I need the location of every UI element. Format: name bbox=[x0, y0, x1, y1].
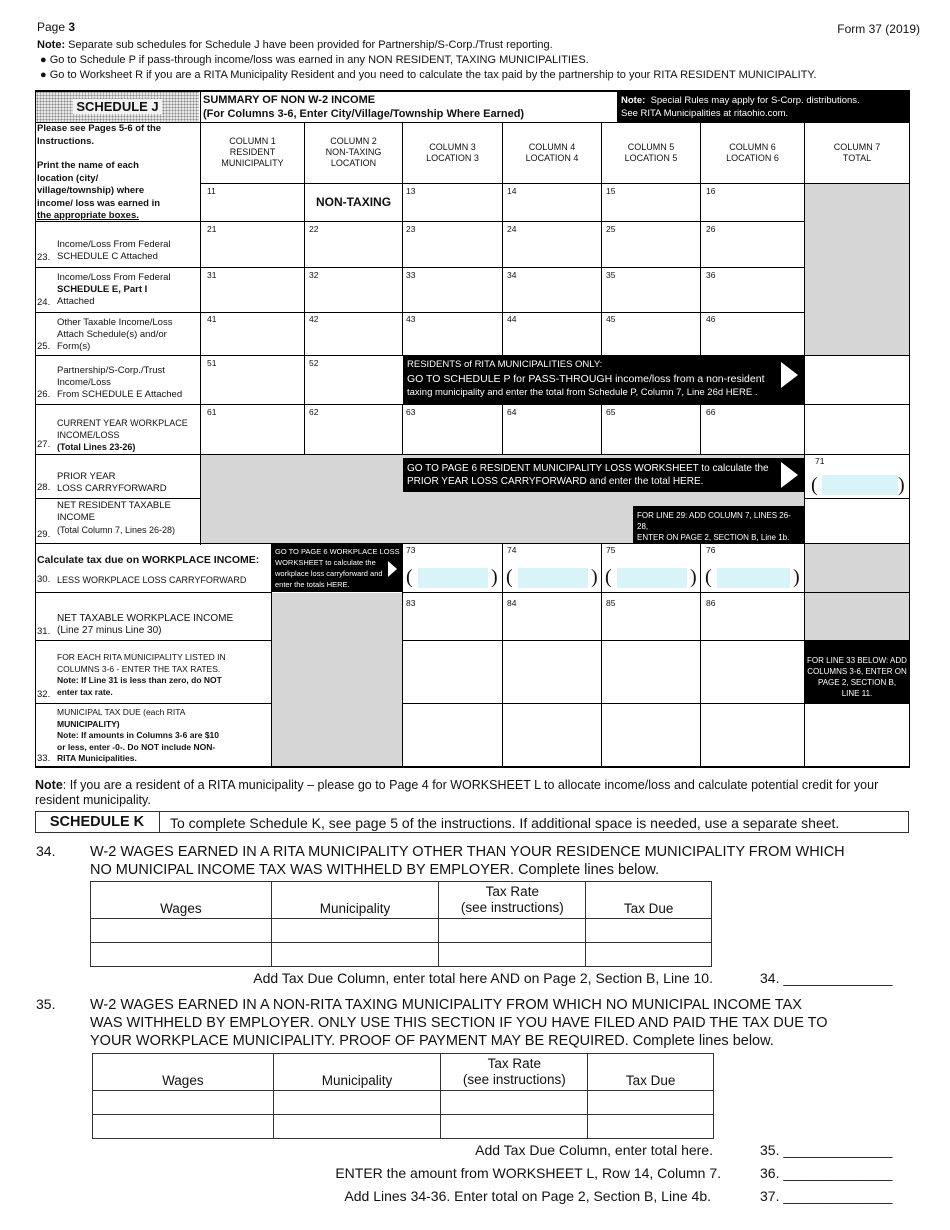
line-27-label: CURRENT YEAR WORKPLACE INCOME/LOSS (Total Lines 23-26) bbox=[57, 418, 188, 452]
box-86[interactable]: 86 bbox=[706, 598, 716, 608]
workplace-loss-instruction-box: GO TO PAGE 6 WORKPLACE LOSS WORKSHEET to calculate the workplace loss carryforward and enter the totals HERE. bbox=[272, 544, 403, 592]
line-36-text: ENTER the amount from WORKSHEET L, Row 14, Column 7. bbox=[335, 1165, 721, 1181]
col1-2-gray-31-33 bbox=[272, 593, 403, 767]
column-4-header: COLUMN 4 LOCATION 4 bbox=[525, 142, 579, 163]
box-66[interactable]: 66 bbox=[706, 407, 716, 417]
open-paren: ( bbox=[811, 474, 818, 496]
line-34-number: 34. bbox=[36, 843, 56, 859]
line-29-label: NET RESIDENT TAXABLE INCOME (Total Column 7, Lines 26-28) bbox=[57, 500, 176, 535]
line-37-text: Add Lines 34-36. Enter total on Page 2, Section B, Line 4b. bbox=[344, 1188, 711, 1204]
municipality-header: Municipality bbox=[273, 1054, 441, 1091]
box-14[interactable]: 14 bbox=[507, 186, 517, 196]
box-51[interactable]: 51 bbox=[207, 358, 217, 368]
s-corp-note: Note: Special Rules may apply for S-Corp. distributions. See RITA Municipalities at ritaohio.com. bbox=[617, 91, 909, 122]
box-76[interactable]: 76 bbox=[706, 545, 716, 555]
line-32-label: FOR EACH RITA MUNICIPALITY LISTED IN COLUMNS 3-6 - ENTER THE TAX RATES. Note: If Line 31 is less than zero, do NOT enter tax rate. bbox=[57, 652, 226, 697]
tax-due-cell[interactable] bbox=[586, 919, 712, 943]
box-64[interactable]: 64 bbox=[507, 407, 517, 417]
line-33-number: 33. bbox=[37, 753, 51, 764]
wages-header: Wages bbox=[93, 1054, 274, 1091]
line-33-label: MUNICIPAL TAX DUE (each RITA MUNICIPALITY) Note: If amounts in Columns 3-6 are $10 or less, enter -0-. Do NOT include NON- RITA Municipalities. bbox=[57, 707, 220, 763]
line-23-number: 23. bbox=[37, 252, 51, 263]
tax-due-cell[interactable] bbox=[586, 943, 712, 967]
prior-year-loss-instruction-box: GO TO PAGE 6 RESIDENT MUNICIPALITY LOSS WORKSHEET to calculate the PRIOR YEAR LOSS CARRYFORWARD and enter the total HERE. bbox=[403, 458, 805, 492]
box-63[interactable]: 63 bbox=[406, 407, 416, 417]
box-23[interactable]: 23 bbox=[406, 224, 416, 234]
column-2-header: COLUMN 2 NON-TAXING LOCATION bbox=[325, 136, 382, 168]
box-26[interactable]: 26 bbox=[706, 224, 716, 234]
open-paren: ( bbox=[705, 566, 712, 588]
line-35-total-text: Add Tax Due Column, enter total here. bbox=[475, 1142, 713, 1158]
tax-rate-header: Tax Rate (see instructions) bbox=[439, 882, 586, 919]
line-34-total-field[interactable]: 34. ______________ bbox=[760, 970, 893, 986]
box-71[interactable]: 71 bbox=[815, 456, 825, 466]
line-37-total-field[interactable]: 37. ______________ bbox=[760, 1188, 893, 1204]
box-42[interactable]: 42 bbox=[309, 314, 319, 324]
column-7-header: COLUMN 7 TOTAL bbox=[833, 142, 881, 163]
line-24-number: 24. bbox=[37, 297, 51, 308]
column-1-header: COLUMN 1 RESIDENT MUNICIPALITY bbox=[221, 136, 284, 168]
tax-rate-cell[interactable] bbox=[439, 943, 586, 967]
wages-cell[interactable] bbox=[93, 1115, 274, 1139]
open-paren: ( bbox=[506, 566, 513, 588]
box-21[interactable]: 21 bbox=[207, 224, 217, 234]
box-34[interactable]: 34 bbox=[507, 270, 517, 280]
close-paren: ) bbox=[690, 566, 697, 588]
column-5-header: COLUMN 5 LOCATION 5 bbox=[624, 142, 678, 163]
page-number: Page 3 bbox=[37, 20, 76, 34]
line-30-label: LESS WORKPLACE LOSS CARRYFORWARD bbox=[57, 575, 247, 585]
summary-title: SUMMARY OF NON W-2 INCOME (For Columns 3-6, Enter City/Village/Township Where Earned) bbox=[203, 94, 525, 120]
line-24-label: Income/Loss From Federal SCHEDULE E, Part I Attached bbox=[57, 272, 171, 307]
note-separate-schedules: Note: Separate sub schedules for Schedule J have been provided for Partnership/S-Corp./Trust reporting. bbox=[37, 39, 553, 51]
line-35-description: W-2 WAGES EARNED IN A NON-RITA TAXING MUNICIPALITY FROM WHICH NO MUNICIPAL INCOME TAX WAS WITHHELD BY EMPLOYER. ONLY USE THIS SECTION IF YOU HAVE FILED AND PAID THE TAX DUE TO YOUR WORKPLACE MUNICIPALITY. PROOF OF PAYMENT MAY BE REQUIRED. Complete lines below. bbox=[90, 997, 828, 1049]
line-28-number: 28. bbox=[37, 482, 51, 493]
open-paren: ( bbox=[605, 566, 612, 588]
box-83[interactable]: 83 bbox=[406, 598, 416, 608]
column-6-header: COLUMN 6 LOCATION 6 bbox=[726, 142, 779, 163]
box-75[interactable]: 75 bbox=[606, 545, 616, 555]
box-73[interactable]: 73 bbox=[406, 545, 416, 555]
wages-cell[interactable] bbox=[93, 1091, 274, 1115]
line-23-label: Income/Loss From Federal SCHEDULE C Attached bbox=[57, 239, 171, 262]
box-11[interactable]: 11 bbox=[207, 186, 216, 196]
non-taxing-label: NON-TAXING bbox=[315, 195, 392, 209]
col7-gray-upper bbox=[805, 184, 909, 356]
workplace-loss-input-col5[interactable] bbox=[617, 568, 687, 588]
box-31[interactable]: 31 bbox=[207, 270, 217, 280]
box-46[interactable]: 46 bbox=[706, 314, 716, 324]
box-84[interactable]: 84 bbox=[507, 598, 517, 608]
tax-due-cell[interactable] bbox=[588, 1091, 714, 1115]
close-paren: ) bbox=[491, 566, 498, 588]
arrow-right-icon bbox=[781, 462, 798, 488]
tax-rate-header: Tax Rate (see instructions) bbox=[441, 1054, 588, 1091]
box-65[interactable]: 65 bbox=[606, 407, 616, 417]
box-22[interactable]: 22 bbox=[309, 224, 319, 234]
form-number: Form 37 (2019) bbox=[837, 22, 920, 36]
municipality-cell[interactable] bbox=[273, 1091, 441, 1115]
box-74[interactable]: 74 bbox=[507, 545, 517, 555]
box-36[interactable]: 36 bbox=[706, 270, 716, 280]
location-instructions: Please see Pages 5-6 of the Instructions. Print the name of each location (city/ village/township) where income/ loss was earned in the appropriate boxes. bbox=[37, 123, 162, 221]
wages-cell[interactable] bbox=[91, 943, 272, 967]
municipality-cell[interactable] bbox=[271, 943, 439, 967]
line-31-label: NET TAXABLE WORKPLACE INCOME (Line 27 minus Line 30) bbox=[57, 613, 234, 636]
schedule-j-title: SCHEDULE J bbox=[36, 91, 199, 122]
line-31-number: 31. bbox=[37, 626, 51, 637]
line-32-number: 32. bbox=[37, 689, 51, 700]
close-paren: ) bbox=[591, 566, 598, 588]
line-35-table bbox=[92, 1053, 714, 1139]
municipality-cell[interactable] bbox=[271, 919, 439, 943]
line-25-label: Other Taxable Income/Loss Attach Schedule(s) and/or Form(s) bbox=[57, 317, 173, 352]
municipality-header: Municipality bbox=[271, 882, 439, 919]
schedule-k-title: SCHEDULE K bbox=[35, 811, 160, 833]
close-paren: ) bbox=[793, 566, 800, 588]
municipality-cell[interactable] bbox=[273, 1115, 441, 1139]
line-29-instruction-box: FOR LINE 29: ADD COLUMN 7, LINES 26-28, ENTER ON PAGE 2, SECTION B, Line 1b. bbox=[633, 506, 805, 543]
line-33-instruction-box: FOR LINE 33 BELOW: ADD COLUMNS 3-6, ENTER ON PAGE 2, SECTION B, LINE 11. bbox=[805, 641, 909, 703]
box-62[interactable]: 62 bbox=[309, 407, 319, 417]
box-61[interactable]: 61 bbox=[207, 407, 217, 417]
line-30-number: 30. bbox=[37, 574, 51, 585]
line-28-label: PRIOR YEAR LOSS CARRYFORWARD bbox=[57, 471, 167, 494]
workplace-loss-input-col3[interactable] bbox=[418, 568, 488, 588]
workplace-loss-input-col4[interactable] bbox=[518, 568, 588, 588]
box-32[interactable]: 32 bbox=[309, 270, 319, 280]
schedule-p-instruction-box: RESIDENTS of RITA MUNICIPALITIES ONLY: GO TO SCHEDULE P for PASS-THROUGH income/loss from a non-resident taxing municipality and enter the total from Schedule P, Column 7, Line 26d HERE . bbox=[403, 356, 805, 404]
box-85[interactable]: 85 bbox=[606, 598, 616, 608]
open-paren: ( bbox=[406, 566, 413, 588]
tax-due-header: Tax Due bbox=[586, 882, 712, 919]
box-52[interactable]: 52 bbox=[309, 358, 319, 368]
wages-cell[interactable] bbox=[91, 919, 272, 943]
box-41[interactable]: 41 bbox=[207, 314, 217, 324]
line-27-number: 27. bbox=[37, 439, 51, 450]
tax-due-cell[interactable] bbox=[588, 1115, 714, 1139]
tax-rate-cell[interactable] bbox=[439, 919, 586, 943]
close-paren: ) bbox=[898, 474, 905, 496]
resident-note: Note: If you are a resident of a RITA municipality – please go to Page 4 for WORKSHEET L to allocate income/loss and calculate potential credit for your resident municipality. bbox=[35, 778, 879, 807]
arrow-right-icon bbox=[388, 561, 397, 577]
arrow-right-icon bbox=[781, 362, 798, 388]
tax-rate-cell[interactable] bbox=[441, 1115, 588, 1139]
line-36-total-field[interactable]: 36. ______________ bbox=[760, 1165, 893, 1181]
column-3-header: COLUMN 3 LOCATION 3 bbox=[426, 142, 479, 163]
note-bullet-schedule-p: ● Go to Schedule P if pass-through income/loss was earned in any NON RESIDENT, TAXING MUNICIPALITIES. bbox=[40, 54, 589, 66]
wages-header: Wages bbox=[91, 882, 272, 919]
line-35-total-field[interactable]: 35. ______________ bbox=[760, 1142, 893, 1158]
note-bullet-worksheet-r: ● Go to Worksheet R if you are a RITA Municipality Resident and you need to calculate the tax paid by the partnership to your RITA RESIDENT MUNICIPALITY. bbox=[40, 69, 817, 81]
box-25[interactable]: 25 bbox=[606, 224, 616, 234]
line-25-number: 25. bbox=[37, 341, 51, 352]
box-24[interactable]: 24 bbox=[507, 224, 517, 234]
box-13[interactable]: 13 bbox=[406, 186, 416, 196]
box-45[interactable]: 45 bbox=[606, 314, 616, 324]
box-16[interactable]: 16 bbox=[706, 186, 716, 196]
line-30-heading: Calculate tax due on WORKPLACE INCOME: bbox=[37, 554, 260, 566]
line-35-number: 35. bbox=[36, 996, 56, 1012]
box-35[interactable]: 35 bbox=[606, 270, 616, 280]
schedule-k-text: To complete Schedule K, see page 5 of the instructions. If additional space is needed, use a separate sheet. bbox=[170, 815, 840, 831]
box-44[interactable]: 44 bbox=[507, 314, 517, 324]
line-34-description: W-2 WAGES EARNED IN A RITA MUNICIPALITY OTHER THAN YOUR RESIDENCE MUNICIPALITY FROM WHICH NO MUNICIPAL INCOME TAX WAS WITHHELD BY EMPLOYER. Complete lines below. bbox=[90, 844, 845, 878]
tax-due-header: Tax Due bbox=[588, 1054, 714, 1091]
line-26-label: Partnership/S-Corp./Trust Income/Loss From SCHEDULE E Attached bbox=[57, 365, 183, 400]
tax-rate-cell[interactable] bbox=[441, 1091, 588, 1115]
line-29-number: 29. bbox=[37, 529, 51, 540]
box-43[interactable]: 43 bbox=[406, 314, 416, 324]
line-34-table bbox=[90, 881, 712, 967]
line-34-total-text: Add Tax Due Column, enter total here AND on Page 2, Section B, Line 10. bbox=[253, 970, 713, 986]
workplace-loss-input-col6[interactable] bbox=[717, 568, 790, 588]
line-26-number: 26. bbox=[37, 389, 51, 400]
box-15[interactable]: 15 bbox=[606, 186, 616, 196]
prior-year-loss-input[interactable] bbox=[822, 475, 898, 495]
box-33[interactable]: 33 bbox=[406, 270, 416, 280]
